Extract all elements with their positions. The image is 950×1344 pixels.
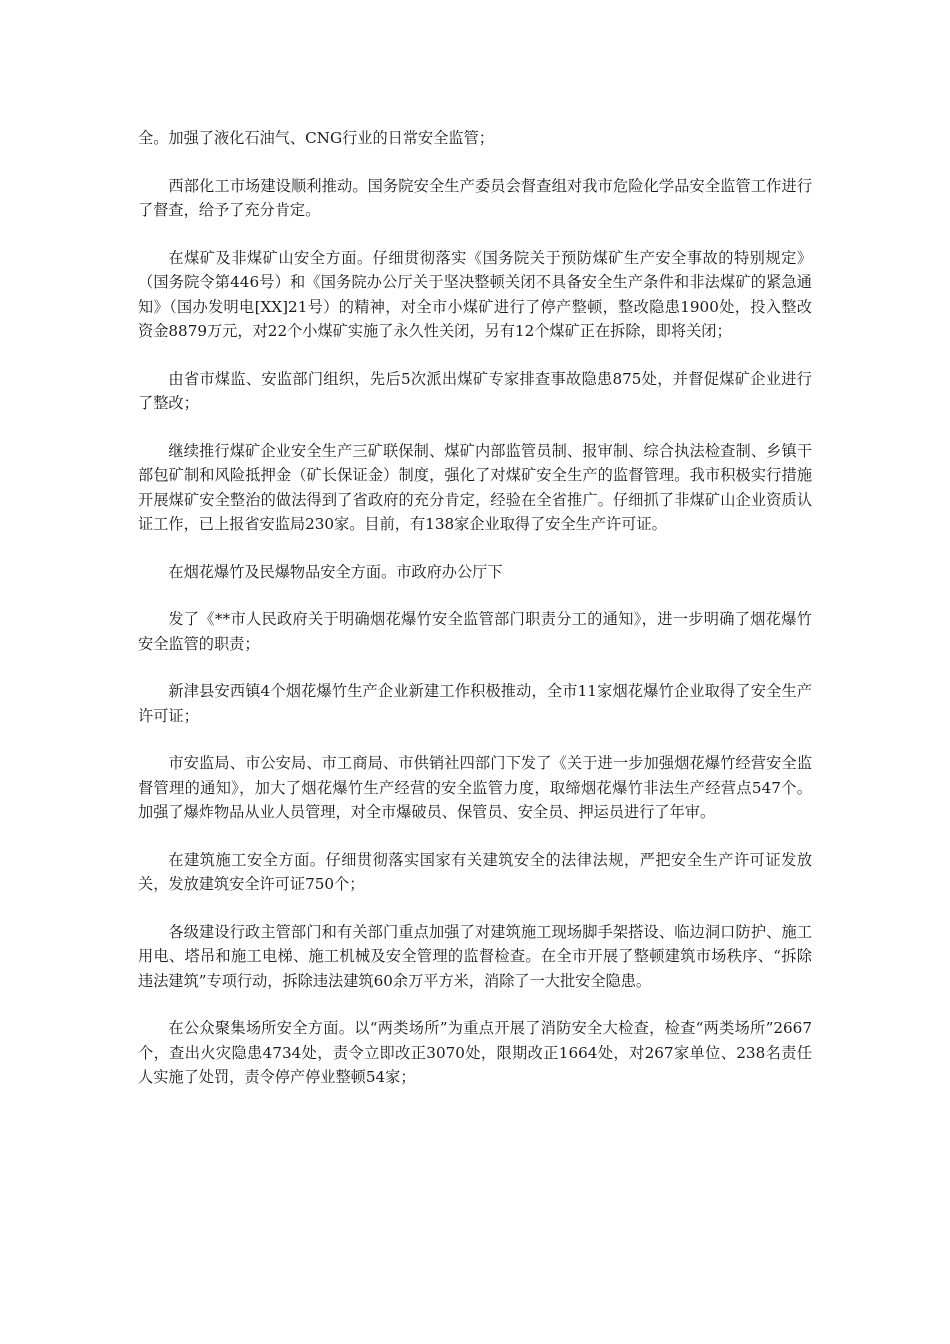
paragraph-10: 在建筑施工安全方面。仔细贯彻落实国家有关建筑安全的法律法规，严把安全生产许可证发放关，发放建筑安全许可证750个； (138, 850, 812, 893)
paragraph-12: 在公众聚集场所安全方面。以“两类场所”为重点开展了消防安全大检查，检查“两类场所”2667个，查出火灾隐患4734处，责令立即改正3070处，限期改正1664处，对267家单位、238名责任人实施了处罚，责令停产停业整顿54家； (138, 1019, 812, 1086)
paragraph-9: 市安监局、市公安局、市工商局、市供销社四部门下发了《关于进一步加强烟花爆竹经营安全监督管理的通知》，加大了烟花爆竹生产经营的安全监管力度，取缔烟花爆竹非法生产经营点547个。加强了爆炸物品从业人员管理，对全市爆破员、保管员、安全员、押运员进行了年审。 (138, 754, 812, 821)
paragraph-4: 由省市煤监、安监部门组织，先后5次派出煤矿专家排查事故隐患875处，并督促煤矿企业进行了整改； (138, 369, 812, 412)
document-body (138, 126, 812, 1113)
paragraph-2: 西部化工市场建设顺利推动。国务院安全生产委员会督查组对我市危险化学品安全监管工作进行了督查，给予了充分肯定。 (138, 176, 812, 219)
paragraph-6: 在烟花爆竹及民爆物品安全方面。市政府办公厅下 (168, 562, 503, 581)
paragraph-11: 各级建设行政主管部门和有关部门重点加强了对建筑施工现场脚手架搭设、临边洞口防护、施工用电、塔吊和施工电梯、施工机械及安全管理的监督检查。在全市开展了整顿建筑市场秩序、“拆除违法建筑”专项行动，拆除违法建筑60余万平方米，消除了一大批安全隐患。 (138, 922, 812, 990)
paragraph-7: 发了《**市人民政府关于明确烟花爆竹安全监管部门职责分工的通知》，进一步明确了烟花爆竹安全监管的职责； (138, 610, 812, 653)
paragraph-8: 新津县安西镇4个烟花爆竹生产企业新建工作积极推动，全市11家烟花爆竹企业取得了安全生产许可证； (138, 682, 812, 725)
paragraph-5: 继续推行煤矿企业安全生产三矿联保制、煤矿内部监管员制、报审制、综合执法检查制、乡镇干部包矿制和风险抵押金（矿长保证金）制度，强化了对煤矿安全生产的监督管理。我市积极实行措施开展煤矿安全整治的做法得到了省政府的充分肯定，经验在全省推广。仔细抓了非煤矿山企业资质认证工作，已上报省安监局230家。目前，有138家企业取得了安全生产许可证。 (138, 441, 812, 533)
paragraph-1: 全。加强了液化石油气、CNG行业的日常安全监管； (138, 129, 494, 147)
paragraph-3: 在煤矿及非煤矿山安全方面。仔细贯彻落实《国务院关于预防煤矿生产安全事故的特别规定》（国务院令第446号）和《国务院办公厅关于坚决整顿关闭不具备安全生产条件和非法煤矿的紧急通知》（国办发明电[XX]21号）的精神，对全市小煤矿进行了停产整顿，整改隐患1900处，投入整改资金8879万元，对22个小煤矿实施了永久性关闭，另有12个煤矿正在拆除，即将关闭； (138, 248, 812, 340)
